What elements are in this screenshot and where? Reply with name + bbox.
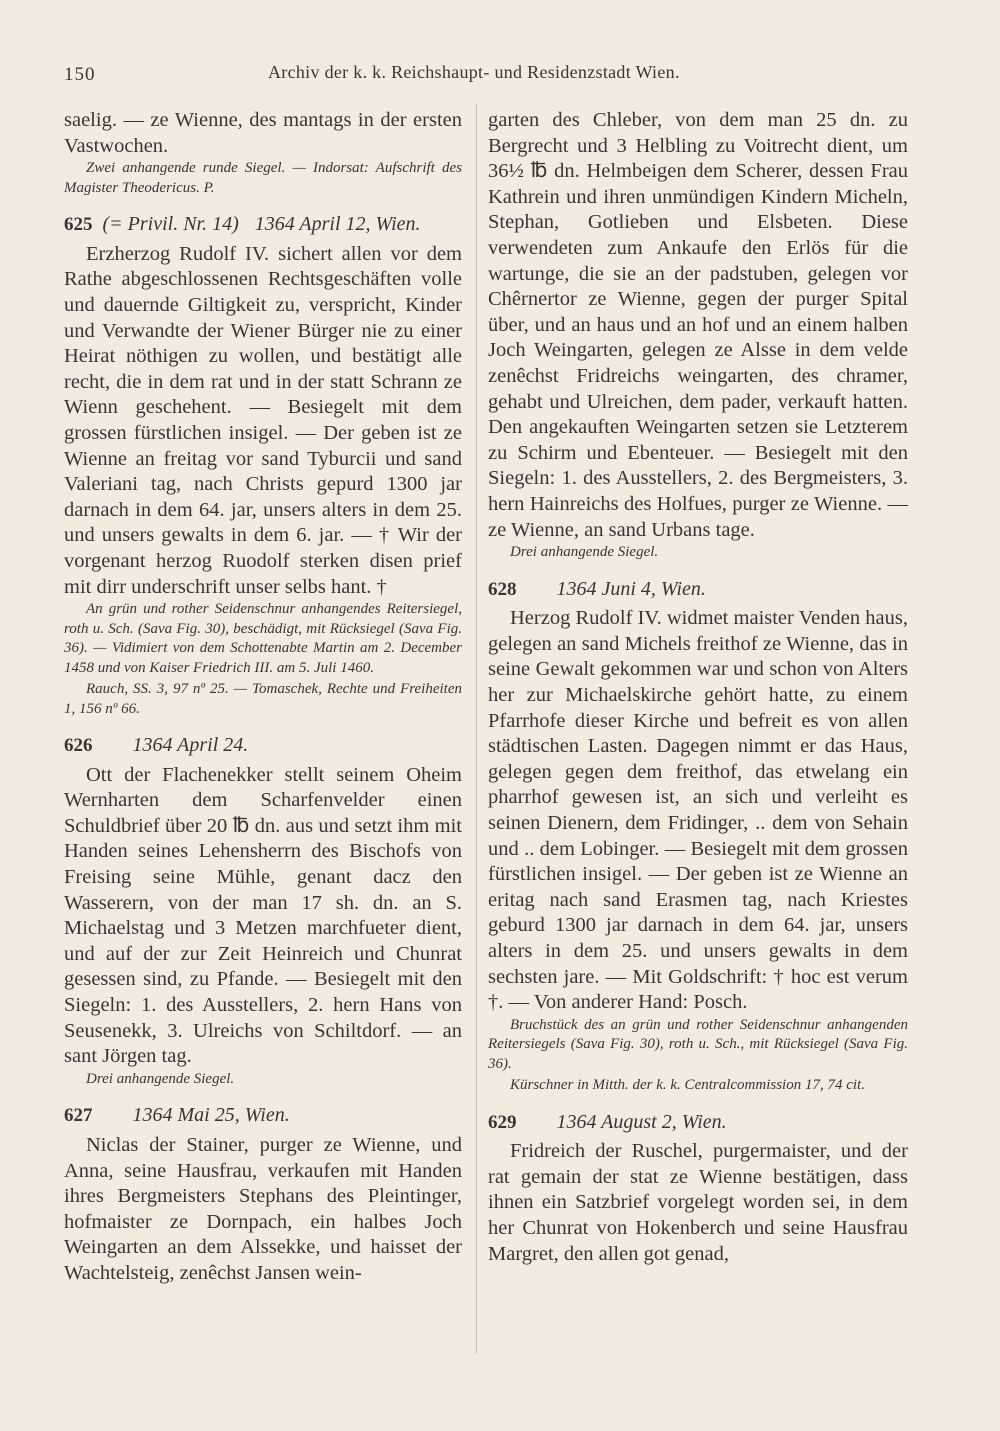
page-number: 150 bbox=[64, 64, 96, 85]
continued-text: garten des Chleber, von dem man 25 dn. zu Bergrecht und 3 Helbling zu Voitrecht dient, um 36½ ℔ dn. Helmbeigen dem Scherer, dessen Frau Kathrein und ihren unmündigen Kindern Micheln, Stephan, Gotlieben und Elsbeten. Diese verwendeten zum Ankaufe den Erlös für die wartunge, die sie an der padstuben, gelegen vor Chêrnertor ze Wienne, gegen der purger Spital über, und an haus und an hof und an einem halben Joch Weingarten, gelegen ze Alsse in dem velde zenêchst Fridreichs weingarten, des chramer, gehabt und Ulreichen, dem pader, verkauft hatten. Den angekauften Weingarten setzen sie Letzterem zu Schirm und Ebenteuer. — Besiegelt mit den Siegeln: 1. des Ausstellers, 2. des Bergmeisters, 3. hern Hainreichs des Holfues, purger ze Wienne. — ze Wienne, an sand Urbans tage. bbox=[488, 109, 908, 541]
entry-629-head bbox=[488, 1110, 908, 1136]
entry-625-note-literature: Rauch, SS. 3, 97 nº 25. — Tomaschek, Rechte und Freiheiten 1, 156 nº 66. bbox=[64, 681, 462, 717]
continued-note: Drei anhangende Siegel. bbox=[510, 544, 659, 561]
running-head: Archiv der k. k. Reichshaupt- und Residenzstadt Wien. bbox=[268, 62, 680, 82]
entry-626-head bbox=[64, 733, 462, 759]
entry-626-text: Ott der Flachenekker stellt seinem Oheim Wernharten dem Scharfenvelder einen Schuldbrief über 20 ℔ dn. aus und setzt ihm mit Handen seines Lehensherrn des Bischofs von Freising seine Mühle, genant dacz den Wasserern, von der man 17 sh. dn. an S. Michaelstag und 3 Metzen marchfueter dient, und auf der zur Zeit Heinreich und Chunrat gesessen sind, zu Pfande. — Besiegelt mit den Siegeln: 1. des Ausstellers, 2. hern Hans von Seusenekk, 3. Ulreichs von Schiltdorf. — an sant Jörgen tag. bbox=[64, 763, 462, 1068]
entry-625-text: Erzherzog Rudolf IV. sichert allen vor dem Rathe abgeschlossenen Rechtsgeschäften volle und dauernde Giltigkeit zu, verspricht, Kinder und Verwandte der Wiener Bürger nie zu einer Heirat nöthigen zu wollen, und bestätigt alle recht, die in dem rat und in der statt Schrann ze Wienn geschehent. — Besiegelt mit dem grossen fürstlichen insigel. — Der geben ist ze Wienne an freitag vor sand Tyburcii und sand Valeriani tag, nach Christs gepurd 1300 jar darnach in dem 64. jar, unsers alters in dem 25. und unsers gewalts in dem 6. jar. — † Wir der vorgenant herzog Ruodolf sterken disen prief mit dirr underschrift unser selbs hant. † bbox=[64, 242, 462, 598]
entry-number: 627 bbox=[64, 1105, 93, 1127]
column-divider bbox=[476, 104, 477, 1354]
entry-628-head bbox=[488, 577, 908, 603]
entry-date: 1364 Mai 25, Wien. bbox=[132, 1104, 290, 1127]
entry-627-head bbox=[64, 1103, 462, 1129]
left-column bbox=[64, 108, 462, 1286]
entry-number: 625 bbox=[64, 214, 93, 236]
continued-text: saelig. — ze Wienne, des mantags in der ersten Vastwochen. bbox=[64, 109, 462, 157]
right-column bbox=[488, 108, 908, 1267]
entry-628-note-seal: Bruchstück des an grün und rother Seidenschnur anhangenden Reitersiegels (Sava Fig. 30), roth u. Sch., mit Rücksiegel (Sava Fig. 36). bbox=[488, 1016, 908, 1072]
entry-629-text: Fridreich der Ruschel, purgermaister, und der rat gemain der stat ze Wienne bestätigen, dass ihnen ein Satzbrief vorgelegt worden sei, in dem her Chunrat von Hokenberch und seine Hausfrau Margret, den allen got genad, bbox=[488, 1140, 908, 1265]
entry-number: 628 bbox=[488, 578, 517, 600]
entry-628-note-literature: Kürschner in Mitth. der k. k. Centralcommission 17, 74 cit. bbox=[510, 1077, 865, 1094]
entry-627-text: Niclas der Stainer, purger ze Wienne, und Anna, seine Hausfrau, verkaufen mit Handen ihres Bergmeisters Stephans des Pleintinger, hofmaister ze Dornpach, ein halbes Joch Weingarten an dem Alssekke, und haisset der Wachtelsteig, zenêchst Jansen wein- bbox=[64, 1133, 462, 1284]
entry-date: 1364 April 24. bbox=[132, 734, 249, 757]
entry-number: 626 bbox=[64, 735, 93, 757]
entry-number: 629 bbox=[488, 1111, 517, 1133]
entry-626-note: Drei anhangende Siegel. bbox=[86, 1070, 235, 1087]
entry-625-note-seal: An grün und rother Seidenschnur anhangendes Reitersiegel, roth u. Sch. (Sava Fig. 30), beschädigt, mit Rücksiegel (Sava Fig. 36). — Vidimiert von dem Schottenabte Martin am 2. December 1458 und von Kaiser Friedrich III. am 5. Juli 1460. bbox=[64, 601, 462, 676]
entry-date: 1364 April 12, Wien. bbox=[254, 213, 421, 236]
entry-625-head bbox=[64, 212, 462, 238]
entry-date: 1364 August 2, Wien. bbox=[556, 1110, 727, 1133]
entry-privil-ref: (= Privil. Nr. 14) bbox=[102, 213, 239, 236]
continued-note: Zwei anhangende runde Siegel. — Indorsat: Aufschrift des Magister Theodericus. P. bbox=[64, 160, 462, 196]
entry-628-text: Herzog Rudolf IV. widmet maister Venden haus, gelegen an sand Michels freithof ze Wienne, das in seine Gewalt gekommen war und schon von Alters her zur Michaelskirche gehört hatte, zu einem Pfarrhofe dieser Kirche und befreit es von allen städtischen Lasten. Dagegen nimmt er das Haus, gelegen gegen dem freithof, das etwelang ein pharrhof gewesen ist, an sich und verleiht es seinen Dienern, dem Fridinger, .. dem von Sehain und .. dem Lobinger. — Besiegelt mit dem grossen fürstlichen insigel. — Der geben ist ze Wienne an eritag nach sand Erasmen tag, nach Kriestes geburd 1300 jar darnach in dem 64. jar, unsers alters in dem 25. und unsers gewalts in dem sechsten jare. — Mit Goldschrift: † hoc est verum †. — Von anderer Hand: Posch. bbox=[488, 607, 908, 1014]
entry-date: 1364 Juni 4, Wien. bbox=[556, 577, 706, 600]
